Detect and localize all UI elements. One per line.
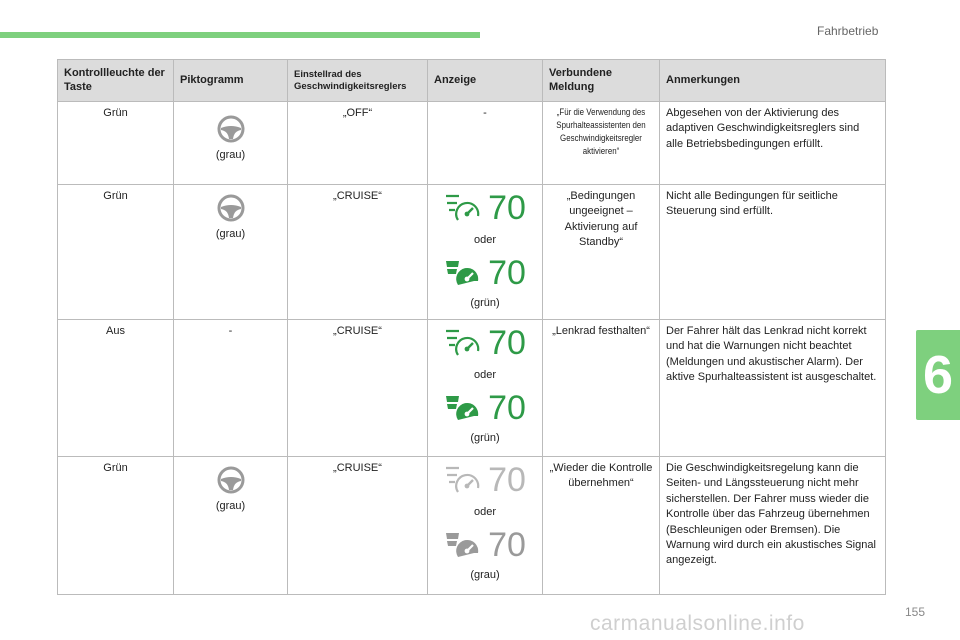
message-cell	[543, 102, 660, 185]
notes-cell: Nicht alle Bedingungen für seitliche Steuerung sind erfüllt.	[660, 185, 886, 320]
chapter-tab	[916, 330, 960, 420]
col-header-wheel: Einstellrad des Geschwindigkeitsreglers	[288, 60, 428, 102]
steering-wheel-icon	[216, 114, 246, 144]
section-title: Fahrbetrieb	[817, 24, 879, 38]
pictogram-cell	[174, 457, 288, 595]
steering-wheel-icon	[216, 193, 246, 223]
or-text: oder	[473, 369, 497, 381]
col-header-notes: Anmerkungen	[660, 60, 886, 102]
page-number: 155	[905, 605, 926, 619]
table-row	[58, 457, 886, 595]
lane-speedometer-filled-icon	[444, 529, 480, 561]
wheel-cell: „CRUISE“	[288, 185, 428, 320]
table-row	[58, 320, 886, 457]
col-header-lamp: Kontrollleuchte der Taste	[58, 60, 174, 102]
speed-value: 70	[488, 324, 526, 362]
message-cell: „Bedingungen ungeeignet – Aktivierung auf Standby“	[543, 185, 660, 320]
table-row	[58, 185, 886, 320]
pictogram-cell: -	[174, 320, 288, 457]
display-cell	[428, 320, 543, 457]
cruise-control-table	[57, 59, 886, 595]
notes-cell: Abgesehen von der Aktivierung des adaptiven Geschwindigkeitsreglers sind alle Betriebsbedingungen erfüllt.	[660, 102, 886, 185]
col-header-message: Verbundene Meldung	[543, 60, 660, 102]
wheel-cell: „CRUISE“	[288, 320, 428, 457]
pictogram-caption: (grau)	[215, 149, 246, 161]
or-text: oder	[473, 506, 497, 518]
lane-speedometer-outline-icon	[444, 464, 480, 496]
or-text: oder	[473, 234, 497, 246]
display-cell: -	[428, 102, 543, 185]
lamp-cell: Grün	[58, 185, 174, 320]
steering-wheel-icon	[216, 465, 246, 495]
speed-value: 70	[488, 254, 526, 293]
speed-value: 70	[488, 189, 526, 227]
chapter-number: 6	[922, 345, 954, 405]
speed-value: 70	[488, 461, 526, 499]
col-header-pictogram: Piktogramm	[174, 60, 288, 102]
col-header-display: Anzeige	[428, 60, 543, 102]
lane-speedometer-outline-icon	[444, 192, 480, 224]
message-text: „Für die Verwendung des Spurhalteassistenten den Geschwindigkeitsregler aktivieren“	[556, 107, 646, 157]
lane-speedometer-filled-icon	[444, 257, 480, 289]
table-header-row	[58, 60, 886, 102]
notes-cell: Der Fahrer hält das Lenkrad nicht korrekt und hat die Warnungen nicht beachtet (Meldungen und akustischer Alarm). Der aktive Spurhalteassistent ist ausgeschaltet.	[660, 320, 886, 457]
table-row	[58, 102, 886, 185]
wheel-cell: „OFF“	[288, 102, 428, 185]
display-caption: (grau)	[470, 569, 500, 582]
header-accent-bar	[0, 32, 480, 38]
display-caption: (grün)	[470, 297, 500, 310]
lamp-cell: Aus	[58, 320, 174, 457]
speed-value: 70	[488, 526, 526, 565]
pictogram-caption: (grau)	[215, 228, 246, 240]
pictogram-caption: (grau)	[215, 500, 246, 512]
display-cell	[428, 185, 543, 320]
speed-value: 70	[488, 389, 526, 428]
lane-speedometer-outline-icon	[444, 327, 480, 359]
lamp-cell: Grün	[58, 457, 174, 595]
message-cell: „Lenkrad festhalten“	[543, 320, 660, 457]
lamp-cell: Grün	[58, 102, 174, 185]
pictogram-cell	[174, 185, 288, 320]
notes-cell: Die Geschwindigkeitsregelung kann die Seiten- und Längssteuerung nicht mehr sicherstellen. Der Fahrer muss wieder die Kontrolle über das Fahrzeug übernehmen (Beschleunigen oder Bremsen). Die Warnung wird durch ein akustisches Signal angezeigt.	[660, 457, 886, 595]
wheel-cell: „CRUISE“	[288, 457, 428, 595]
display-cell	[428, 457, 543, 595]
lane-speedometer-filled-icon	[444, 392, 480, 424]
watermark: carmanualsonline.info	[590, 612, 805, 635]
display-caption: (grün)	[470, 432, 500, 445]
message-cell: „Wieder die Kontrolle übernehmen“	[543, 457, 660, 595]
pictogram-cell	[174, 102, 288, 185]
